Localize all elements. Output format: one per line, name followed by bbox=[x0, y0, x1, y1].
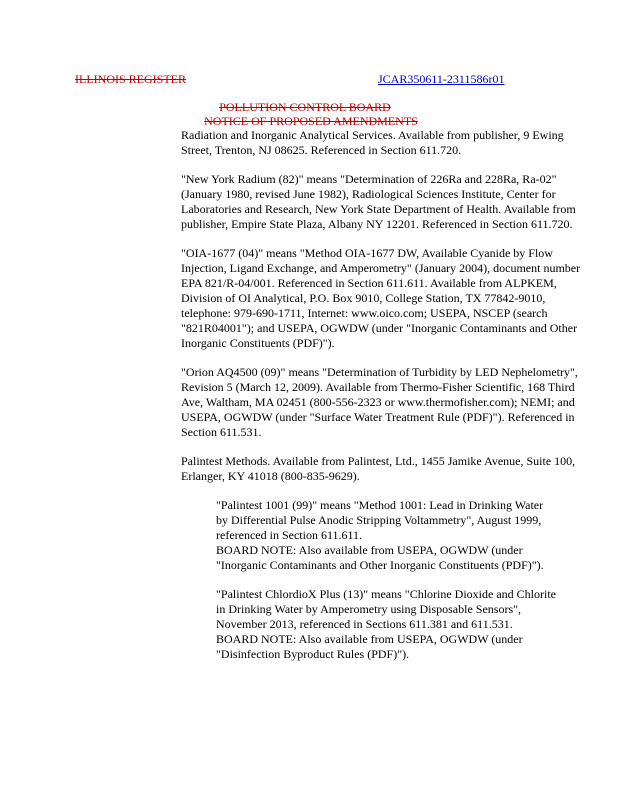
paragraph-oia-1677: "OIA-1677 (04)" means "Method OIA-1677 DW, Available Cyanide by Flow Injection, Ligand Exchange, and Amperometry" (January 2004), document number EPA 821/R-04/001. Referenced in Section 611.611. Available from ALPKEM, Division of OI Analytical, P.O. Box 9010, College Station, TX 77842-9010, telephone: 979-690-1711, Internet: www.oico.com; USEPA, NSCEP (search "821R04001"); and USEPA, OGWDW (under "Inorganic Contaminants and Other Inorganic Constituents (PDF)"). bbox=[181, 246, 581, 350]
paragraph-radiation-services: Radiation and Inorganic Analytical Services. Available from publisher, 9 Ewing Street, Trenton, NJ 08625. Referenced in Section 611.720. bbox=[181, 128, 564, 157]
document-body bbox=[181, 128, 581, 676]
palintest-chlordiox-text: "Palintest ChlordioX Plus (13)" means "Chlorine Dioxide and Chlorite in Drinking Water by Amperometry using Disposable Sensors", November 2013, referenced in Sections 611.381 and 611.531. bbox=[216, 587, 556, 631]
board-note: BOARD NOTE: Also available from USEPA, OGWDW (under "Inorganic Contaminants and Other Inorganic Constituents (PDF)"). bbox=[216, 543, 544, 572]
notice-title: NOTICE OF PROPOSED AMENDMENTS bbox=[204, 114, 418, 128]
paragraph-palintest-methods: Palintest Methods. Available from Palintest, Ltd., 1455 Jamike Avenue, Suite 100, Erlanger, KY 41018 (800-835-9629). bbox=[181, 454, 576, 483]
paragraph-new-york-radium: "New York Radium (82)" means "Determination of 226Ra and 228Ra, Ra-02" (January 1980, revised June 1982), Radiological Sciences Institute, Center for Laboratories and Research, New York State Department of Health. Available from publisher, Empire State Plaza, Albany NY 12201. Referenced in Section 611.720. bbox=[181, 172, 576, 231]
agency-name: POLLUTION CONTROL BOARD bbox=[219, 100, 391, 114]
paragraph-orion-aq4500: "Orion AQ4500 (09)" means "Determination of Turbidity by LED Nephelometry", Revision 5 (March 12, 2009). Available from Thermo-Fisher Scientific, 168 Third Ave, Waltham, MA 02451 (800-556-2323 or www.thermofisher.com); NEMI; and USEPA, OGWDW (under "Surface Water Treatment Rule (PDF)"). Referenced in Section 611.531. bbox=[181, 365, 578, 439]
register-title: ILLINOIS REGISTER bbox=[75, 72, 186, 86]
palintest-1001-block bbox=[216, 498, 556, 573]
palintest-chlordiox-block bbox=[216, 587, 556, 662]
board-note: BOARD NOTE: Also available from USEPA, OGWDW (under "Disinfection Byproduct Rules (PDF)"). bbox=[216, 632, 523, 661]
palintest-1001-text: "Palintest 1001 (99)" means "Method 1001: Lead in Drinking Water by Differential Pulse Anodic Stripping Voltammetry", August 1999, referenced in Section 611.611. bbox=[216, 498, 544, 542]
document-id-link[interactable]: JCAR350611-2311586r01 bbox=[378, 72, 505, 86]
